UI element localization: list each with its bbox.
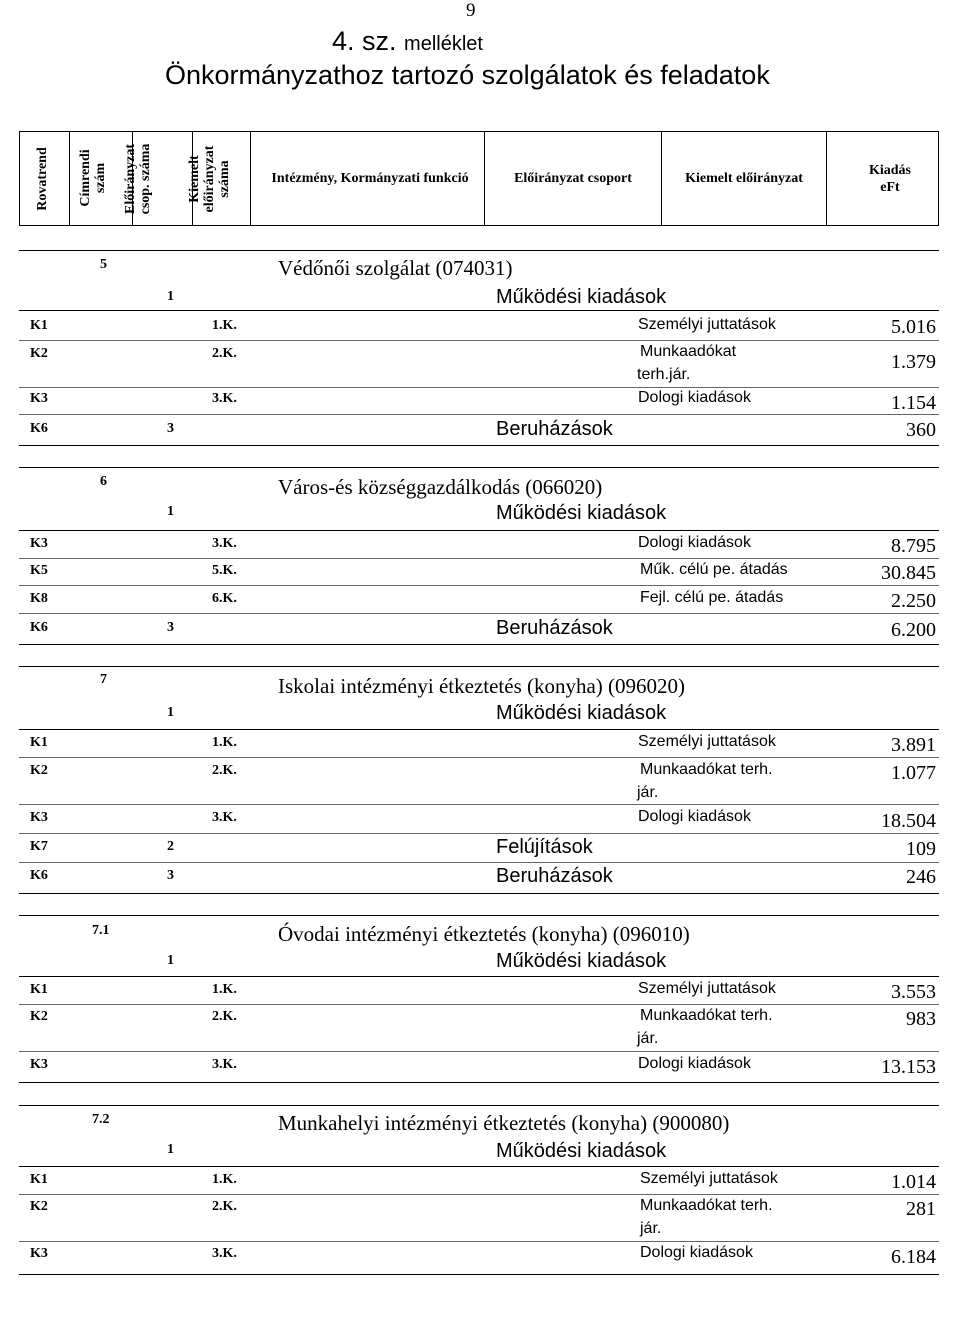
item-label: Személyi juttatások: [638, 316, 776, 333]
item-amount: 3.553: [891, 981, 936, 1003]
kiemelt-code: 2.K.: [212, 763, 237, 778]
header-cimrendi: Címrendi szám: [78, 149, 108, 207]
rovat-code: K7: [30, 839, 48, 854]
header-eloiranyzat-csoport: Előirányzat csoport: [514, 171, 632, 186]
section-number: 7: [100, 672, 107, 687]
item-label-cont: terh.jár.: [637, 366, 691, 383]
item-amount: 18.504: [881, 810, 936, 832]
item-amount: 6.184: [891, 1246, 936, 1268]
rovat-code: K5: [30, 563, 48, 578]
header-rovatrend: Rovatrend: [35, 147, 50, 211]
rovat-code: K6: [30, 620, 48, 635]
item-label: Dologi kiadások: [638, 808, 751, 825]
kiemelt-code: 3.K.: [212, 391, 237, 406]
kiemelt-code: 3.K.: [212, 810, 237, 825]
rovat-code: K8: [30, 591, 48, 606]
section-title: Munkahelyi intézményi étkeztetés (konyha) (900080): [278, 1111, 730, 1135]
group-label: Működési kiadások: [496, 702, 667, 724]
item-label-cont: jár.: [637, 1030, 659, 1047]
rovat-code: K1: [30, 1172, 48, 1187]
header-intezmeny: Intézmény, Kormányzati funkció: [271, 171, 469, 186]
item-label: Munkaadókat terh.: [640, 1197, 773, 1214]
group-number: 3: [167, 620, 174, 635]
item-label-cont: jár.: [637, 784, 659, 801]
item-amount: 1.154: [891, 392, 936, 414]
item-label: Dologi kiadások: [638, 534, 751, 551]
kiemelt-code: 6.K.: [212, 591, 237, 606]
column-header-table: [19, 131, 939, 226]
section-title: Védőnői szolgálat (074031): [278, 256, 513, 280]
rovat-code: K6: [30, 421, 48, 436]
kiemelt-code: 2.K.: [212, 1009, 237, 1024]
section-title: Óvodai intézményi étkeztetés (konyha) (096010): [278, 922, 690, 946]
annex-number: 4. sz.: [332, 26, 397, 56]
item-amount: 983: [906, 1008, 936, 1030]
item-label-cont: jár.: [640, 1220, 662, 1237]
annex-label: [332, 26, 483, 57]
item-amount: 8.795: [891, 535, 936, 557]
item-amount: 2.250: [891, 590, 936, 612]
rovat-code: K1: [30, 735, 48, 750]
rovat-code: K2: [30, 346, 48, 361]
item-amount: 6.200: [891, 619, 936, 641]
section-title: Város-és községgazdálkodás (066020): [278, 475, 603, 499]
kiemelt-code: 1.K.: [212, 982, 237, 997]
item-amount: 1.077: [891, 762, 936, 784]
rovat-code: K3: [30, 391, 48, 406]
group-number: 1: [167, 504, 174, 519]
rovat-code: K2: [30, 763, 48, 778]
page-number: 9: [466, 0, 476, 21]
rovat-code: K2: [30, 1199, 48, 1214]
group-label: Felújítások: [496, 836, 593, 858]
kiemelt-code: 1.K.: [212, 735, 237, 750]
group-label: Beruházások: [496, 418, 613, 440]
annex-word: melléklet: [404, 33, 483, 55]
group-number: 3: [167, 868, 174, 883]
group-number: 2: [167, 839, 174, 854]
header-kiemelt-eloiranyzat: Kiemelt előirányzat: [685, 171, 803, 186]
item-amount: 1.014: [891, 1171, 936, 1193]
rovat-code: K3: [30, 1057, 48, 1072]
group-number: 3: [167, 421, 174, 436]
section-number: 6: [100, 474, 107, 489]
item-amount: 3.891: [891, 734, 936, 756]
item-label: Személyi juttatások: [640, 1170, 778, 1187]
group-number: 1: [167, 1142, 174, 1157]
rovat-code: K2: [30, 1009, 48, 1024]
group-label: Működési kiadások: [496, 286, 667, 308]
group-number: 1: [167, 705, 174, 720]
item-label: Műk. célú pe. átadás: [640, 561, 788, 578]
section-number: 7.2: [92, 1112, 110, 1127]
item-amount: 1.379: [891, 351, 936, 373]
item-label: Személyi juttatások: [638, 733, 776, 750]
rovat-code: K3: [30, 810, 48, 825]
group-label: Működési kiadások: [496, 1140, 667, 1162]
item-amount: 109: [906, 838, 936, 860]
item-label: Dologi kiadások: [638, 1055, 751, 1072]
page-title: Önkormányzathoz tartozó szolgálatok és feladatok: [165, 60, 770, 90]
group-label: Beruházások: [496, 865, 613, 887]
kiemelt-code: 3.K.: [212, 1057, 237, 1072]
item-amount: 5.016: [891, 316, 936, 338]
kiemelt-code: 1.K.: [212, 318, 237, 333]
rovat-code: K3: [30, 536, 48, 551]
kiemelt-code: 1.K.: [212, 1172, 237, 1187]
header-eloiranyzat-csop: Előirányzat csop. száma: [123, 143, 153, 215]
group-label: Működési kiadások: [496, 502, 667, 524]
item-label: Dologi kiadások: [638, 389, 751, 406]
kiemelt-code: 5.K.: [212, 563, 237, 578]
item-label: Fejl. célú pe. átadás: [640, 589, 784, 606]
item-amount: 30.845: [881, 562, 936, 584]
kiemelt-code: 2.K.: [212, 1199, 237, 1214]
item-amount: 246: [906, 866, 936, 888]
item-amount: 281: [906, 1198, 936, 1220]
kiemelt-code: 3.K.: [212, 536, 237, 551]
rovat-code: K1: [30, 318, 48, 333]
item-label: Munkaadókat terh.: [640, 1007, 773, 1024]
header-kiemelt-szama: Kiemelt előirányzat száma: [187, 145, 232, 213]
section-number: 5: [100, 257, 107, 272]
header-kiadas: Kiadás eFt: [868, 162, 911, 195]
item-label: Dologi kiadások: [640, 1244, 753, 1261]
group-number: 1: [167, 289, 174, 304]
item-amount: 360: [906, 419, 936, 441]
rovat-code: K1: [30, 982, 48, 997]
item-label: Munkaadókat: [640, 343, 737, 360]
item-label: Személyi juttatások: [638, 980, 776, 997]
item-label: Munkaadókat terh.: [640, 761, 773, 778]
kiemelt-code: 3.K.: [212, 1246, 237, 1261]
kiemelt-code: 2.K.: [212, 346, 237, 361]
group-number: 1: [167, 953, 174, 968]
group-label: Beruházások: [496, 617, 613, 639]
item-amount: 13.153: [881, 1056, 936, 1078]
group-label: Működési kiadások: [496, 950, 667, 972]
rovat-code: K6: [30, 868, 48, 883]
rovat-code: K3: [30, 1246, 48, 1261]
section-number: 7.1: [92, 923, 110, 938]
section-title: Iskolai intézményi étkeztetés (konyha) (096020): [278, 674, 686, 698]
